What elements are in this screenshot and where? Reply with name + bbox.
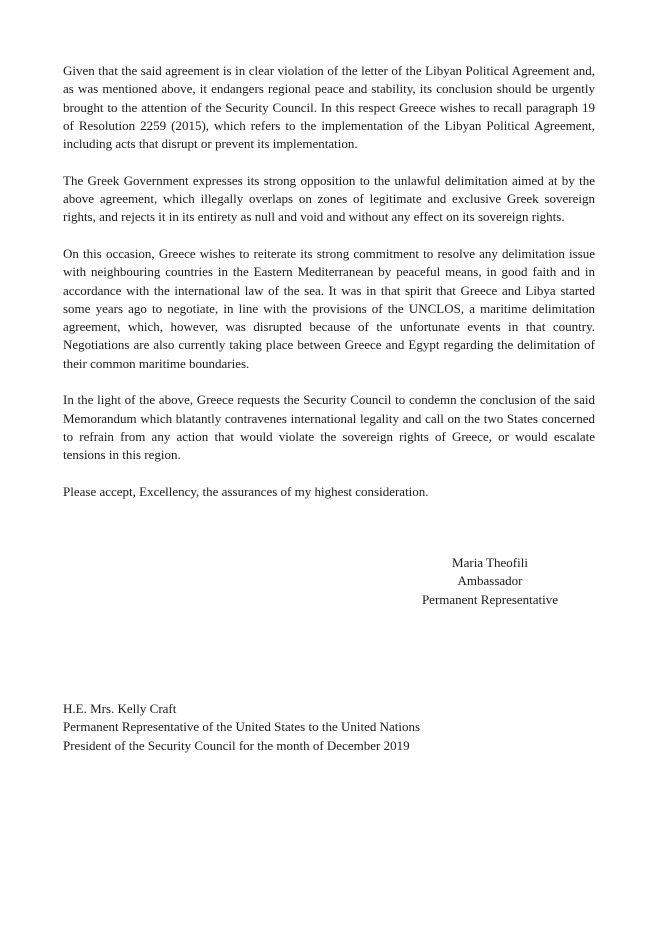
closing-line: Please accept, Excellency, the assurances of my highest consideration. [63,483,429,499]
paragraph-delimitation-commitment: On this occasion, Greece wishes to reiterate its strong commitment to resolve any delimitation issue with neighbouring countries in the Eastern Mediterranean by peaceful means, in good faith and in accordance with the international law of the sea. It was in that spirit that Greece and Libya started some years ago to negotiate, in line with the provisions of the UNCLOS, a maritime delimitation agreement, which, however, was disrupted because of the unfortunate events in that country. Negotiations are also currently taking place between Greece and Egypt regarding the delimitation of their common maritime boundaries. [63,245,595,371]
signatory-name: Maria Theofili [452,555,528,570]
letter-body [63,62,595,519]
addressee-block [63,700,583,755]
signatory-role: Permanent Representative [421,591,559,607]
paragraph-libyan-agreement-violation: Given that the said agreement is in clear violation of the letter of the Libyan Political Agreement and, as was mentioned above, it endangers regional peace and stability, its conclusion should be urgently brought to the attention of the Security Council. In this respect Greece wishes to recall paragraph 19 of Resolution 2259 (2015), which refers to the implementation of the Libyan Political Agreement, including acts that disrupt or prevent its implementation. [63,63,595,152]
addressee-council-role: President of the Security Council for the month of December 2019 [63,737,410,753]
paragraph-greek-government-opposition: The Greek Government expresses its strong opposition to the unlawful delimitation aimed at by the above agreement, which illegally overlaps on zones of legitimate and exclusive Greek sovereign rights, and rejects it in its entirety as null and void and without any effect on its sovereign rights. [63,172,595,225]
paragraph-request-to-security-council: In the light of the above, Greece requests the Security Council to condemn the conclusion of the said Memorandum which blatantly contravenes international legality and call on the two States concerned to refrain from any action that would violate the sovereign rights of Greece, or would escalate tensions in this region. [63,392,595,463]
signatory-title: Ambassador [457,573,523,589]
signature-block [390,554,590,609]
addressee-name: H.E. Mrs. Kelly Craft [63,701,177,716]
addressee-position: Permanent Representative of the United States to the United Nations [63,719,421,735]
